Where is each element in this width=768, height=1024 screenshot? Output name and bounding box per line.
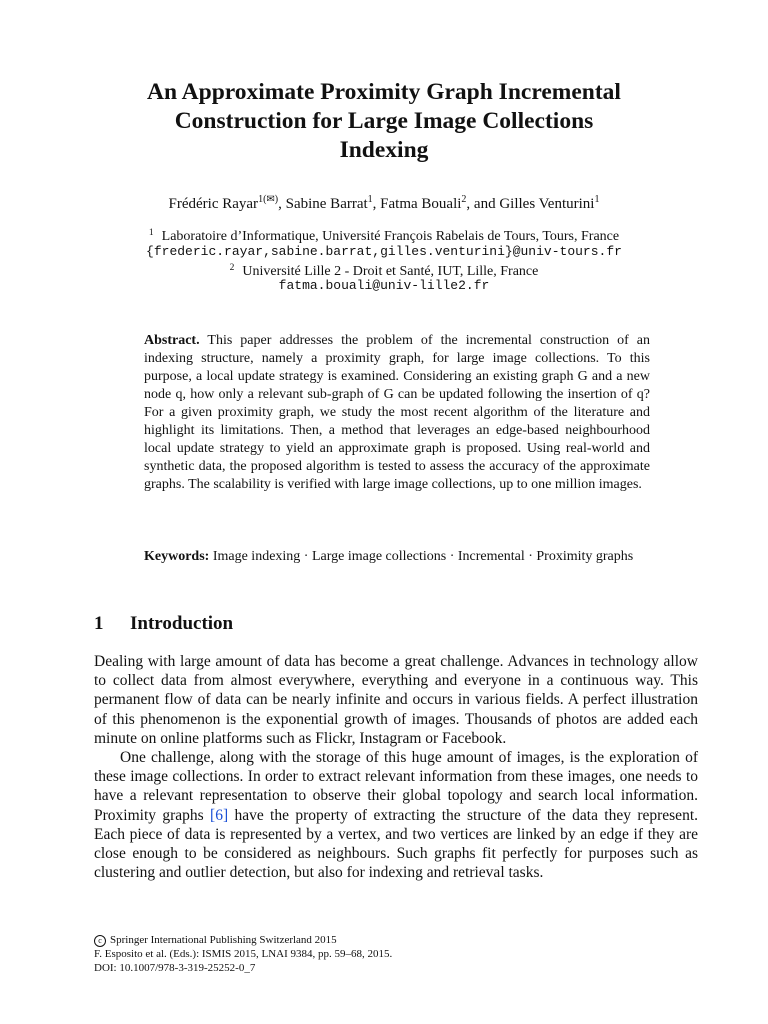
author-list [60,190,708,214]
doi-line: DOI: 10.1007/978-3-319-25252-0_7 [94,962,256,974]
section-title: Introduction [130,613,234,634]
title-line: An Approximate Proximity Graph Incremental [147,79,621,105]
author-name: Frédéric Rayar [168,196,259,212]
abstract-label: Abstract. [144,333,200,348]
author-name: , and Gilles Venturini [466,196,595,212]
paper-title [60,78,708,165]
author-affiliation-mark: 1(✉) [258,194,279,205]
affiliation-1-email[interactable]: {frederic.rayar,sabine.barrat,gilles.venturini}@univ-tours.fr [146,244,622,259]
affiliation-1 [60,225,708,245]
paragraph [94,748,698,882]
section-number: 1 [94,613,104,634]
author-affiliation-mark: 1 [367,194,373,205]
affiliation-mark: 2 [229,263,235,273]
abstract-text: This paper addresses the problem of the incremental construction of an indexing structure, namely a proximity graph, for large image collections. To this purpose, a local update strategy is examined. Considering an existing graph G and a new node q, how only a relevant sub-graph of G can be updated following the insertion of q? For a given proximity graph, we study the most recent algorithm of the literature and highlight its limitations. Then, a method that leverages an edge-based neighbourhood local update strategy to yield an approximate graph is proposed. Using real-world and synthetic data, the proposed algorithm is tested to assess the accuracy of the approximate graphs. The scalability is verified with large image collections, up to one million images. [144,333,651,492]
affiliation-2-email[interactable]: fatma.bouali@univ-lille2.fr [278,278,490,293]
paragraph-text: One challenge, along with the storage of this huge amount of images, is the exploration of these image collections. In order to extract relevant information from these images, one needs to have a relevant representation to observe their global topology and search local information. Proximity graphs [94,749,698,824]
citation-link[interactable]: [6] [210,806,229,824]
affiliation-text: Université Lille 2 - Droit et Santé, IUT, Lille, France [242,264,539,279]
affiliation-mark: 1 [148,228,154,238]
author-name: , Sabine Barrat [278,196,368,212]
paragraph-text: have the property of extracting the structure of the data they represent. Each piece of data is represented by a vertex, and two vertices are linked by an edge if they are close enough to be considered as neighbours. Such graphs fit perfectly for purposes such as clustering and outlier detection, but also for indexing and retrieval tasks. [94,806,698,882]
author-affiliation-mark: 2 [461,194,467,205]
abstract [144,332,650,494]
keywords [144,548,650,566]
copyright-text: Springer International Publishing Switzerland 2015 [110,934,337,946]
title-line: Indexing [339,137,429,163]
body-text [94,652,698,882]
section-heading [94,612,233,636]
proceedings-line: F. Esposito et al. (Eds.): ISMIS 2015, LNAI 9384, pp. 59–68, 2015. [94,948,393,960]
author-affiliation-mark: 1 [594,194,600,205]
copyright-icon: c [94,935,106,947]
keywords-label: Keywords: [144,549,210,564]
keywords-text: Image indexing · Large image collections · Incremental · Proximity graphs [212,549,634,564]
paragraph: Dealing with large amount of data has become a great challenge. Advances in technology allow to collect data from almost everywhere, everything and everyone in a continuous way. This permanent flow of data can be nearly infinite and occurs in various fields. A perfect illustration of this phenomenon is the exponential growth of images. Thousands of photos are added each minute on online platforms such as Flickr, Instagram or Facebook. [94,653,698,747]
title-line: Construction for Large Image Collections [174,108,594,134]
copyright-line [94,933,698,947]
publication-footnote [94,933,698,975]
affiliation-text: Laboratoire d’Informatique, Université François Rabelais de Tours, Tours, France [161,229,620,244]
author-name: , Fatma Bouali [372,196,462,212]
